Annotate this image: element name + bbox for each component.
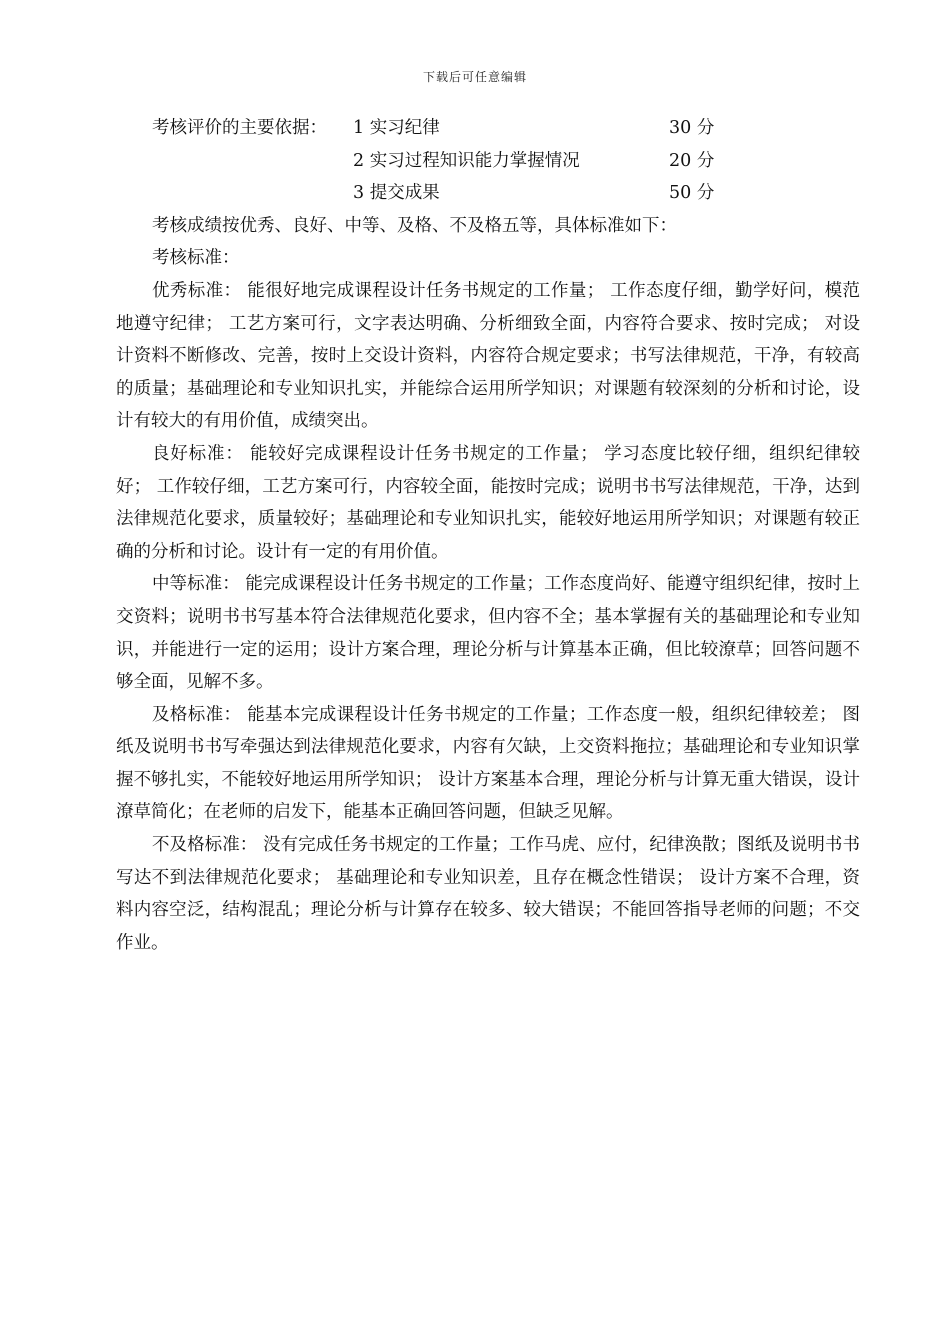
standards-heading: 考核标准： bbox=[152, 248, 240, 269]
criteria-row-1 bbox=[116, 112, 860, 145]
criteria-item-score: 50 分 bbox=[669, 183, 715, 204]
standard-good: 良好标准： 能较好完成课程设计任务书规定的工作量； 学习态度比较仔细，组织纪律较好； 工作较仔细，工艺方案可行，内容较全面，能按时完成；说明书书写法律规范，干净，达到法律规范化要求，质量较好；基础理论和专业知识扎实，能较好地运用所学知识；对课题有较正确的分析和讨论。设计有一定的有用价值。 bbox=[116, 443, 860, 562]
criteria-lead: 考核评价的主要依据： bbox=[152, 118, 327, 138]
criteria-row-2 bbox=[116, 145, 860, 178]
criteria-row-3 bbox=[116, 177, 860, 210]
criteria-item-score: 20 分 bbox=[669, 150, 715, 171]
standard-pass: 及格标准： 能基本完成课程设计任务书规定的工作量；工作态度一般，组织纪律较差； 图纸及说明书书写牵强达到法律规范化要求，内容有欠缺，上交资料拖拉；基础理论和专业知识掌握不够扎实，不能较好地运用所学知识； 设计方案基本合理，理论分析与计算无重大错误，设计潦草简化；在老师的启发下，能基本正确回答问题，但缺乏见解。 bbox=[116, 704, 860, 823]
criteria-item-label: 2 实习过程知识能力掌握情况 bbox=[353, 150, 580, 171]
grading-intro: 考核成绩按优秀、良好、中等、及格、不及格五等，具体标准如下： bbox=[152, 215, 677, 236]
document-body bbox=[116, 112, 860, 959]
criteria-item-label: 1 实习纪律 bbox=[353, 118, 440, 138]
page-header-note: 下载后可任意编辑 bbox=[422, 70, 527, 84]
standard-excellent: 优秀标准： 能很好地完成课程设计任务书规定的工作量； 工作态度仔细，勤学好问，模范地遵守纪律； 工艺方案可行，文字表达明确、分析细致全面，内容符合要求、按时完成； 对设计资料不断修改、完善，按时上交设计资料，内容符合规定要求；书写法律规范，干净，有较高的质量；基础理论和专业知识扎实，并能综合运用所学知识；对课题有较深刻的分析和讨论，设计有较大的有用价值，成绩突出。 bbox=[116, 280, 860, 432]
criteria-item-score: 30 分 bbox=[669, 118, 715, 138]
standard-medium: 中等标准： 能完成课程设计任务书规定的工作量；工作态度尚好、能遵守组织纪律，按时上交资料；说明书书写基本符合法律规范化要求，但内容不全；基本掌握有关的基础理论和专业知识，并能进行一定的运用；设计方案合理，理论分析与计算基本正确，但比较潦草；回答问题不够全面，见解不多。 bbox=[116, 574, 860, 693]
standard-fail: 不及格标准： 没有完成任务书规定的工作量；工作马虎、应付，纪律涣散；图纸及说明书书写达不到法律规范化要求； 基础理论和专业知识差，且存在概念性错误； 设计方案不合理，资料内容空泛，结构混乱；理论分析与计算存在较多、较大错误；不能回答指导老师的问题；不交作业。 bbox=[116, 835, 860, 953]
criteria-item-label: 3 提交成果 bbox=[353, 183, 440, 204]
